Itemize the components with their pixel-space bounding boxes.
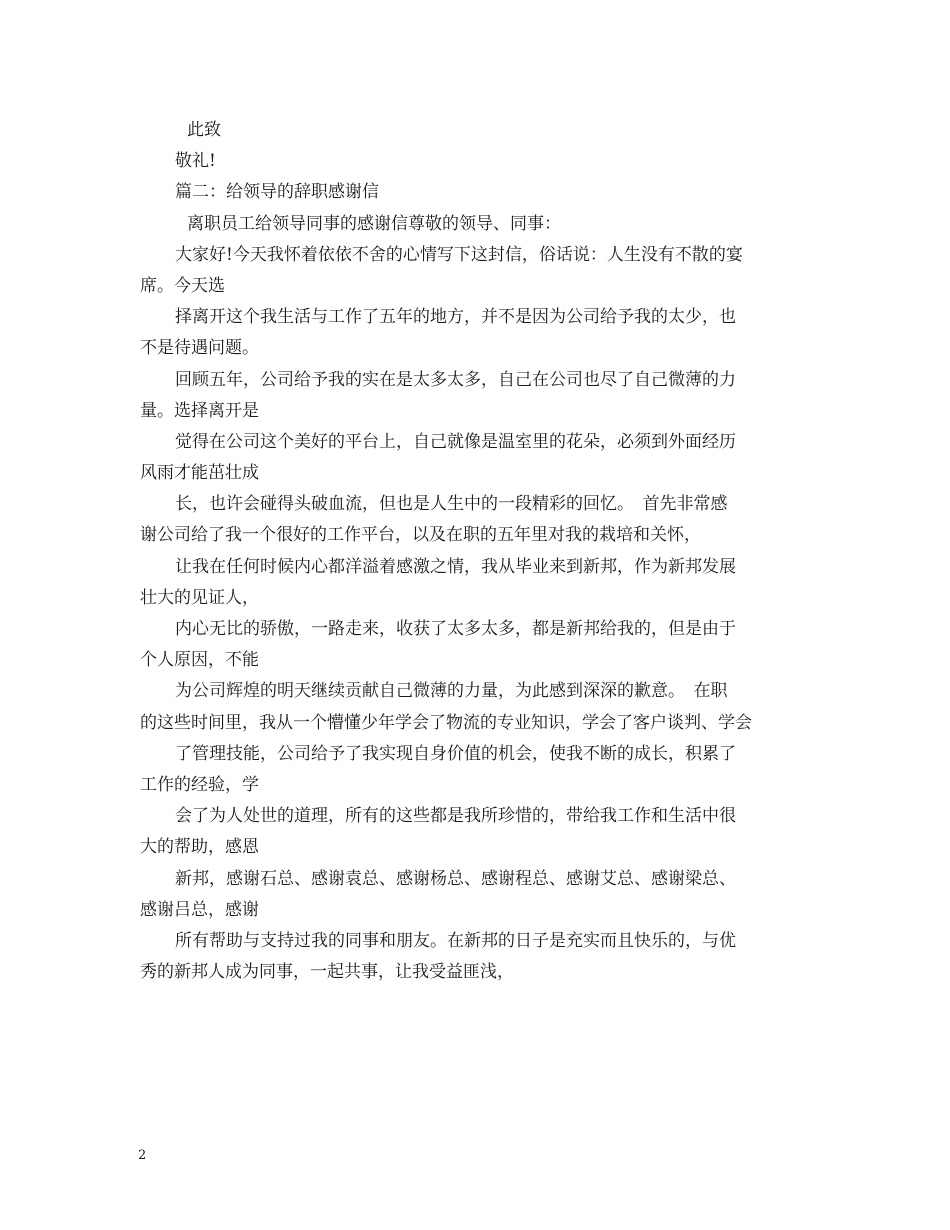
paragraph-line: 会了为人处世的道理，所有的这些都是我所珍惜的，带给我工作和生活中很 (175, 806, 736, 827)
paragraph-line: 新邦，感谢石总、感谢袁总、感谢杨总、感谢程总、感谢艾总、感谢梁总、 (175, 868, 736, 889)
paragraph-line: 大的帮助，感恩 (140, 837, 259, 858)
closing-line: 敬礼! (175, 151, 216, 172)
paragraph-line: 量。选择离开是 (140, 400, 259, 421)
paragraph-line: 所有帮助与支持过我的同事和朋友。在新邦的日子是充实而且快乐的，与优 (175, 930, 736, 951)
paragraph-line: 内心无比的骄傲，一路走来，收获了太多太多，都是新邦给我的，但是由于 (175, 619, 736, 639)
page-number: 2 (138, 1148, 147, 1163)
paragraph-line: 风雨才能茁壮成 (140, 463, 259, 484)
section-title: 篇二：给领导的辞职感谢信 (175, 182, 379, 203)
paragraph-line: 壮大的见证人， (140, 587, 259, 608)
paragraph-line: 席。今天选 (140, 275, 225, 296)
paragraph-line: 觉得在公司这个美好的平台上，自己就像是温室里的花朵，必须到外面经历 (175, 431, 736, 452)
paragraph-line: 不是待遇问题。 (140, 338, 259, 359)
paragraph-line: 了管理技能，公司给予了我实现自身价值的机会，使我不断的成长，积累了 (175, 743, 736, 764)
paragraph-line: 个人原因，不能 (140, 650, 259, 671)
paragraph-line: 大家好!今天我怀着依依不舍的心情写下这封信，俗话说：人生没有不散的宴 (175, 244, 743, 265)
closing-line: 此致 (187, 120, 221, 140)
paragraph-line: 工作的经验，学 (140, 774, 259, 795)
paragraph-line: 为公司辉煌的明天继续贡献自己微薄的力量，为此感到深深的歉意。 在职 (175, 681, 728, 702)
paragraph-line: 谢公司给了我一个很好的工作平台，以及在职的五年里对我的栽培和关怀， (140, 525, 701, 546)
paragraph-line: 择离开这个我生活与工作了五年的地方，并不是因为公司给予我的太少，也 (175, 307, 736, 328)
paragraph-line: 回顾五年，公司给予我的实在是太多太多，自己在公司也尽了自己微薄的力 (175, 369, 736, 390)
letter-body (140, 115, 812, 988)
paragraph-line: 感谢吕总，感谢 (140, 899, 259, 920)
intro-line: 离职员工给领导同事的感谢信尊敬的领导、同事： (187, 213, 561, 234)
paragraph-line: 长，也许会碰得头破血流，但也是人生中的一段精彩的回忆。 首先非常感 (175, 494, 728, 515)
paragraph-line: 让我在任何时候内心都洋溢着感激之情，我从毕业来到新邦，作为新邦发展 (175, 556, 736, 577)
paragraph-line: 的这些时间里，我从一个懵懂少年学会了物流的专业知识，学会了客户谈判、学会 (140, 712, 752, 733)
paragraph-line: 秀的新邦人成为同事，一起共事，让我受益匪浅， (140, 962, 514, 983)
